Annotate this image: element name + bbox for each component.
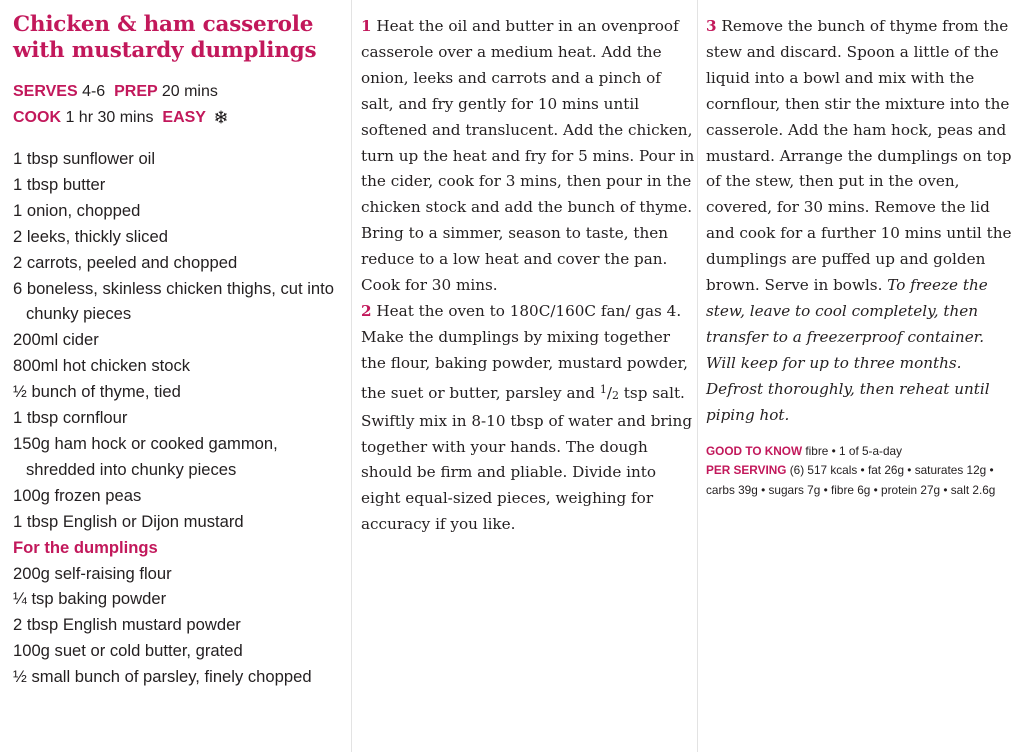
good-to-know-label: GOOD TO KNOW: [706, 443, 803, 458]
good-to-know-value: fibre • 1 of 5-a-day: [805, 443, 902, 458]
ingredient-item: 1 tbsp sunflower oil: [13, 149, 156, 168]
cook-value: 1 hr 30 mins: [65, 109, 154, 126]
ingredient-item: 1 tbsp English or Dijon mustard: [13, 511, 244, 531]
ingredient-item: 2 carrots, peeled and chopped: [13, 252, 238, 272]
ingredient-item: 1 tbsp cornflour: [13, 408, 128, 428]
method-step-2: 2 Heat the oven to 180C/160C fan/ gas 4. Make the dumplings by mixing together the flour, baking powder, mustard powder, the suet or butter, parsley and $^1$/2 tsp salt. Swiftly mix in 8-10 tbsp of water and bring together with your hands. The dough should be firm and pliable. Divide into eight equal-sized pieces, weighing for accuracy if you like.: [361, 301, 693, 534]
ingredient-item: 150g ham hock or cooked gammon, shredded into chunky pieces: [13, 433, 278, 479]
ingredient-item: 2 leeks, thickly sliced: [13, 226, 168, 246]
nutrition-info: GOOD TO KNOW fibre • 1 of 5-a-day PER SERVING (6) 517 kcals • fat 26g • saturates 12g • carbs 39g • sugars 7g • fibre 6g • protein 27g • salt 2.6g: [706, 443, 996, 497]
dumpling-ingredient-item: 100g suet or cold butter, grated: [13, 641, 243, 661]
method-step-1: 1 Heat the oil and butter in an ovenproof casserole over a medium heat. Add the onion, leeks and carrots and a pinch of salt, and fry gently for 10 mins until softened and translucent. Add the chicken, turn up the heat and fry for 5 mins. Pour in the cider, cook for 3 mins, then pour in the chicken stock and add the bunch of thyme. Bring to a simmer, season to taste, then reduce to a low heat and cover the pan. Cook for 30 mins.: [361, 17, 695, 295]
nutrition-item: salt 2.6g: [950, 482, 996, 497]
ingredients-column: [13, 12, 348, 690]
freeze-tip: To freeze the stew, leave to cool completely, then transfer to a freezerproof container. Will keep for up to three months. Defrost thoroughly, then reheat until piping hot.: [706, 276, 990, 424]
ingredient-item: 100g frozen peas: [13, 485, 142, 505]
ingredient-item: 200ml cider: [13, 330, 99, 350]
ingredient-item: ½ bunch of thyme, tied: [13, 382, 181, 402]
nutrition-item: 517 kcals: [807, 463, 858, 478]
ingredient-item: 6 boneless, skinless chicken thighs, cut into chunky pieces: [13, 278, 334, 324]
snowflake-icon: [214, 110, 228, 124]
step-number: 3: [706, 17, 717, 35]
method-column-2: [706, 14, 1018, 501]
prep-label: PREP: [114, 83, 158, 100]
dumpling-ingredient-item: 200g self-raising flour: [13, 563, 172, 583]
prep-value: 20 mins: [161, 83, 218, 100]
dumpling-ingredient-item: 2 tbsp English mustard powder: [13, 615, 241, 635]
column-divider: [697, 0, 698, 752]
column-divider: [351, 0, 352, 752]
cook-label: COOK: [13, 109, 61, 126]
nutrition-item: carbs 39g: [706, 482, 758, 497]
ingredient-item: 1 tbsp butter: [13, 174, 106, 194]
method-column-1: [361, 14, 696, 538]
recipe-meta: [13, 79, 348, 131]
nutrition-item: saturates 12g: [914, 463, 987, 478]
per-serving-count: (6): [789, 463, 805, 478]
per-serving-label: PER SERVING: [706, 463, 787, 478]
nutrition-item: fibre 6g: [831, 482, 871, 497]
ingredient-list: [13, 146, 348, 690]
nutrition-item: sugars 7g: [768, 482, 821, 497]
nutrition-item: protein 27g: [881, 482, 941, 497]
nutrition-item: fat 26g: [867, 463, 905, 478]
dumpling-ingredient-item: ¼ tsp baking powder: [13, 589, 167, 609]
dumpling-ingredient-item: ½ small bunch of parsley, finely chopped: [13, 667, 312, 687]
dumplings-heading: For the dumplings: [13, 537, 158, 557]
ingredient-item: 800ml hot chicken stock: [13, 356, 191, 376]
recipe-title: Chicken & ham casserole with mustardy dumplings: [13, 12, 317, 63]
ingredient-item: 1 onion, chopped: [13, 200, 141, 220]
serves-label: SERVES: [13, 83, 78, 100]
difficulty-label: EASY: [162, 109, 206, 126]
step-number: 2: [361, 301, 372, 320]
method-step-3: 3 Remove the bunch of thyme from the stew and discard. Spoon a little of the liquid into a bowl and mix with the cornflour, then stir the mixture into the casserole. Add the ham hock, peas and mustard. Arrange the dumplings on top of the stew, then put in the oven, covered, for 30 mins. Remove the lid and cook for a further 10 mins until the dumplings are puffed up and golden brown. Serve in bowls. To freeze the stew, leave to cool completely, then transfer to a freezerproof container. Will keep for up to three months. Defrost thoroughly, then reheat until piping hot.: [706, 17, 1012, 424]
serves-value: 4-6: [82, 83, 106, 100]
step-number: 1: [361, 17, 372, 35]
